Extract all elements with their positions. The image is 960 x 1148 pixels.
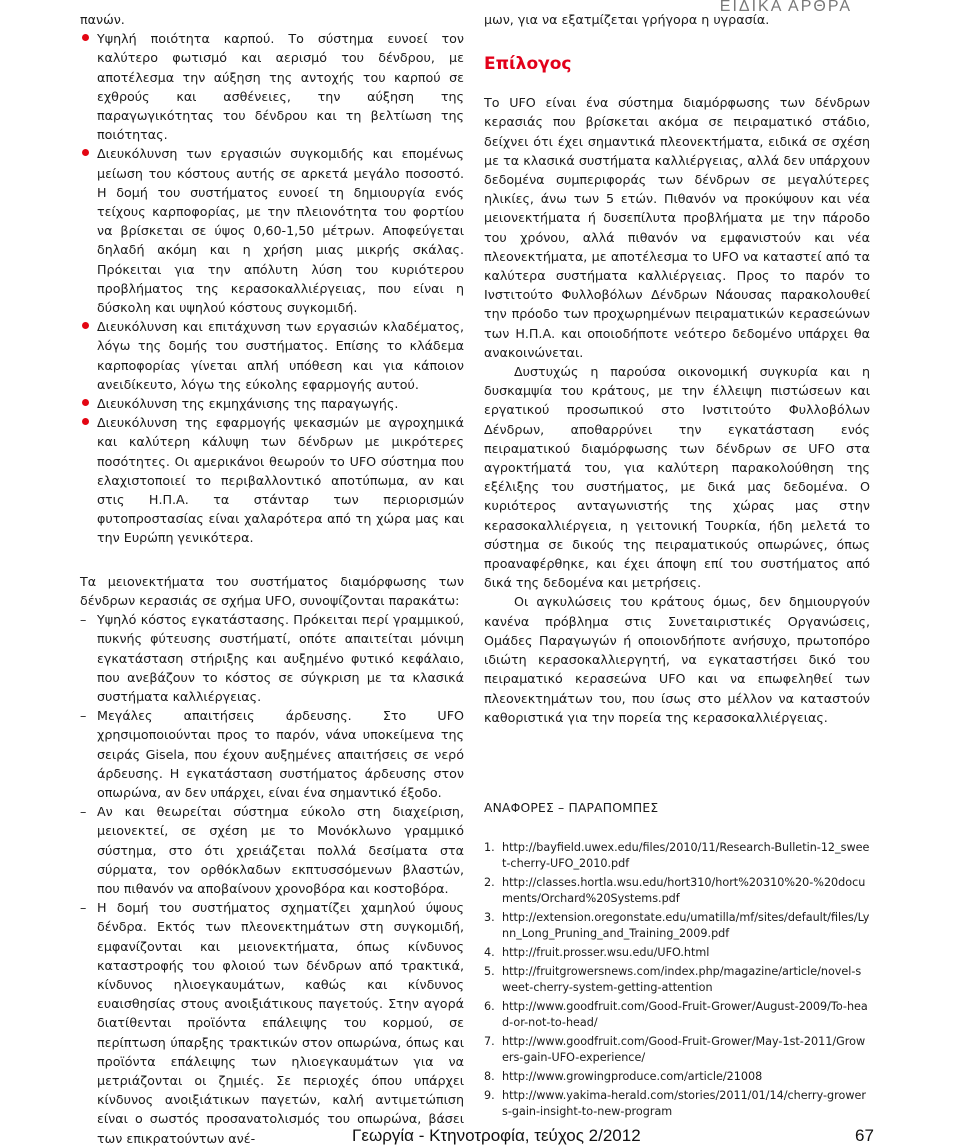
- reference-url[interactable]: http://www.goodfruit.com/Good-Fruit-Grower/May-1st-2011/Growers-gain-UFO-experience/: [502, 1035, 866, 1065]
- reference-item: [484, 945, 870, 961]
- list-item: – Μεγάλες απαιτήσεις άρδευσης. Στο UFO χρησιμοποιούνται προς το παρόν, νάνα υποκείμενα της σειράς Gisela, που έχουν αυξημένες απαιτήσεις σε νερό άρδευσης. Η εγκατάσταση συστήματος άρδευσης στον οπωρώνα, αν δεν υπάρχει, είναι ένα σημαντικό έξοδο.: [80, 706, 464, 802]
- list-item: – Αν και θεωρείται σύστημα εύκολο στη διαχείριση, μειονεκτεί, σε σχέση με το Μονόκλωνο γραμμικό σύστημα, στο ότι χρειάζεται πολλά δεσίματα στα σύρματα, τον ορθόκλαδων εκπτυσσόμενων βλαστών, που πιθανόν να αποβαίνουν χρονοβόρα και κοστοβόρα.: [80, 802, 464, 898]
- reference-item: [484, 910, 870, 942]
- advantages-list: [80, 29, 464, 547]
- reference-number: 1.: [484, 841, 495, 855]
- conclusion-paragraph: Το UFO είναι ένα σύστημα διαμόρφωσης των δένδρων κερασιάς που βρίσκεται ακόμα σε πειραματικό στάδιο, δείχνει ότι έχει σημαντικά πλεονεκτήματα, ειδικά σε σχέση με τα κλασικά συστήματα καλλιέργειας, αλλά δεν υπάρχουν δεδομένα συμπεριφοράς των δένδρων σε μεγαλύτερες ηλικίες, άνω των 5 ετών. Πιθανόν να προκύψουν και νέα μειονεκτήματα ή δυσεπίλυτα προβλήματα με την πάροδο του χρόνου, αλλά πιθανόν να εμφανιστούν και νέα πλεονεκτήματα, με αποτέλεσμα το UFO να καταστεί από τα καλύτερα συστήματα καλλιέργειας. Προς το παρόν το Ινστιτούτο Φυλλοβόλων Δένδρων Νάουσας παρακολουθεί την πρόοδο των προχωρημένων πειραματικών κερασεώνων των Η.Π.Α. και οποιοδήποτε νεότερο δεδομένο υπάρχει θα ανακοινώνεται.: [484, 95, 870, 360]
- list-item: Διευκόλυνση των εργασιών συγκομιδής και επομένως μείωση του κόστους αυτής σε αρκετά μεγάλο ποσοστό. Η δομή του συστήματος ευνοεί τη δημιουργία ενός τείχους καρποφορίας, με την πλειονότητα του φορτίου να βρίσκεται σε ύψος 0,60-1,50 μέτρων. Αποφεύγεται δηλαδή ακόμη και η χρήση μιας μικρής σκάλας. Πρόκειται για την απόλυτη λύση του κυριότερου προβλήματος της κερασοκαλλιέργειας, που είναι η δύσκολη και υψηλού κόστους συγκομιδή.: [80, 144, 464, 317]
- reference-url[interactable]: http://www.growingproduce.com/article/21008: [502, 1070, 763, 1084]
- reference-url[interactable]: http://bayfield.uwex.edu/files/2010/11/Research-Bulletin-12_sweet-cherry-UFO_2010.pdf: [502, 841, 870, 871]
- disadvantages-intro: Τα μειονεκτήματα του συστήματος διαμόρφωσης των δένδρων κερασιάς σε σχήμα UFO, συνοψίζονται παρακάτω:: [80, 573, 464, 608]
- list-item: Υψηλή ποιότητα καρπού. Το σύστημα ευνοεί τον καλύτερο φωτισμό και αερισμό του δένδρου, με αποτέλεσμα την αύξηση της αντοχής του καρπού σε εχθρούς και ασθένειες, την αύξηση της παραγωγικότητας του δένδρου και τη βελτίωση της ποιότητας.: [80, 29, 464, 144]
- continued-fragment: μων, για να εξατμίζεται γρήγορα η υγρασία.: [484, 12, 770, 27]
- reference-item: [484, 964, 870, 996]
- reference-item: [484, 840, 870, 872]
- reference-item: [484, 1069, 870, 1085]
- reference-number: 7.: [484, 1035, 495, 1049]
- reference-number: 2.: [484, 876, 495, 890]
- intro-fragment: πανών.: [80, 12, 125, 27]
- reference-number: 3.: [484, 911, 495, 925]
- conclusion-paragraph: Οι αγκυλώσεις του κράτους όμως, δεν δημιουργούν κανένα πρόβλημα στις Συνεταιριστικές Οργανώσεις, Ομάδες Παραγωγών ή οποιονδήποτε ανήσυχο, πρωτοπόρο ιδιώτη κερασοκαλλιεργητή, να εγκαταστήσει δικό του πειραματικό κερασεώνα UFO και να επωφεληθεί των πλεονεκτημάτων του, που ίσως στο μέλλον να καταστούν καθοριστικά για την πορεία της κερασοκαλλιέργειας.: [484, 594, 870, 725]
- reference-number: 9.: [484, 1089, 495, 1103]
- reference-url[interactable]: http://classes.hortla.wsu.edu/hort310/hort%20310%20-%20documents/Orchard%20Systems.pdf: [502, 876, 866, 906]
- reference-item: [484, 1088, 870, 1120]
- footer-publication: Γεωργία - Κτηνοτροφία, τεύχος 2/2012: [352, 1126, 641, 1145]
- reference-number: 5.: [484, 965, 495, 979]
- left-column: [80, 10, 464, 1148]
- reference-number: 8.: [484, 1070, 495, 1084]
- reference-url[interactable]: http://extension.oregonstate.edu/umatilla/mf/sites/default/files/Lynn_Long_Pruning_and_Training_2009.pdf: [502, 911, 870, 941]
- section-label: ΕΙΔΙΚΑ ΑΡΘΡΑ: [719, 0, 852, 15]
- reference-item: [484, 875, 870, 907]
- list-item: – Υψηλό κόστος εγκατάστασης. Πρόκειται περί γραμμικού, πυκνής φύτευσης συστήματί, οπότε απαιτείται μόνιμη εγκατάσταση στήριξης και αυξημένο φυτικό κεφάλαιο, που ανεβάζουν το κόστος σε σύγκριση με τα κλασικά συστήματα καλλιέργειας.: [80, 610, 464, 706]
- reference-number: 4.: [484, 946, 495, 960]
- list-item: Διευκόλυνση και επιτάχυνση των εργασιών κλαδέματος, λόγω της δομής του συστήματος. Επίσης το κλάδεμα καρποφορίας γίνεται απλή υπόθεση και για κάποιον ανειδίκευτο, λόγω της εύκολης εφαρμογής αυτού.: [80, 317, 464, 394]
- list-item: – Η δομή του συστήματος σχηματίζει χαμηλού ύψους δένδρα. Εκτός των πλεονεκτημάτων στη συγκομιδή, εμφανίζονται και μειονεκτήματα, όπως κίνδυνος καταστροφής του φλοιού των δένδρων από τρακτικά, κίνδυνος ηλιοεγκαυμάτων, καθώς και κίνδυνος ευαισθησίας στους ανοιξιάτικους παγετούς. Στην αγορά διατίθενται προϊόντα επάλειψης του κορμού, σε περίπτωση ύπαρξης τρακτικών στον οπωρώνα, όπως και προϊόντα επάλειψης των ηλιοεγκαυμάτων για να μετριάζονται οι ζημιές. Σε περιοχές όπου υπάρχει κίνδυνος ανοιξιάτικων παγετών, καλή αντιμετώπιση είναι ο σωστός προσανατολισμός του οπωρώνα, βάσει των επικρατούντων ανέ-: [80, 898, 464, 1148]
- references-list: [484, 840, 870, 1120]
- reference-item: [484, 1034, 870, 1066]
- conclusion-paragraph: Δυστυχώς η παρούσα οικονομική συγκυρία και η δυσκαμψία του κράτους, με την έλλειψη πιστώσεων και εργατικού προσωπικού στο Ινστιτούτο Φυλλοβόλων Δένδρων, αποθαρρύνει την εγκατάσταση ενός πειραματικού διαμόρφωσης των δένδρων σε UFO στα αγροκτήματά του, για καλύτερη παρακολούθηση της εξέλιξης του συστήματος, με δικά μας δεδομένα. Ο κυριότερος ανταγωνιστής της χώρας μας στην κερασοκαλλιέργεια, η γειτονική Τουρκία, ήδη μελετά το σύστημα σε δικούς της πειραματικούς οπωρώνες, όπως προαναφέρθηκε, και έχει άποψη επί του συστήματος από δικά της δεδομένα και μετρήσεις.: [484, 364, 870, 591]
- list-item: Διευκόλυνση της εκμηχάνισης της παραγωγής.: [80, 394, 464, 413]
- reference-number: 6.: [484, 1000, 495, 1014]
- reference-url[interactable]: http://www.goodfruit.com/Good-Fruit-Grower/August-2009/To-head-or-not-to-head/: [502, 1000, 868, 1030]
- reference-url[interactable]: http://fruit.prosser.wsu.edu/UFO.html: [502, 946, 710, 960]
- conclusion-heading: Επίλογος: [484, 54, 572, 75]
- reference-url[interactable]: http://fruitgrowersnews.com/index.php/magazine/article/novel-sweet-cherry-system-getting-attention: [502, 965, 862, 995]
- disadvantages-list: [80, 610, 464, 1148]
- page-number: 67: [855, 1126, 874, 1145]
- references-heading: ΑΝΑΦΟΡΕΣ – ΠΑΡΑΠΟΜΠΕΣ: [484, 800, 659, 815]
- right-column: [484, 10, 870, 1123]
- list-item: Διευκόλυνση της εφαρμογής ψεκασμών με αγροχημικά και καλύτερη κάλυψη των δένδρων με μικρότερες ποσότητες. Οι αμερικάνοι θεωρούν το UFO σύστημα που ελαχιστοποιεί το περιβαλλοντικό αποτύπωμα, αν και στις Η.Π.Α. τα στάνταρ των περιορισμών φυτοπροστασίας είναι χαλαρότερα από τη χώρα μας και την Ευρώπη γενικότερα.: [80, 413, 464, 547]
- reference-item: [484, 999, 870, 1031]
- reference-url[interactable]: http://www.yakima-herald.com/stories/2011/01/14/cherry-growers-gain-insight-to-new-program: [502, 1089, 866, 1119]
